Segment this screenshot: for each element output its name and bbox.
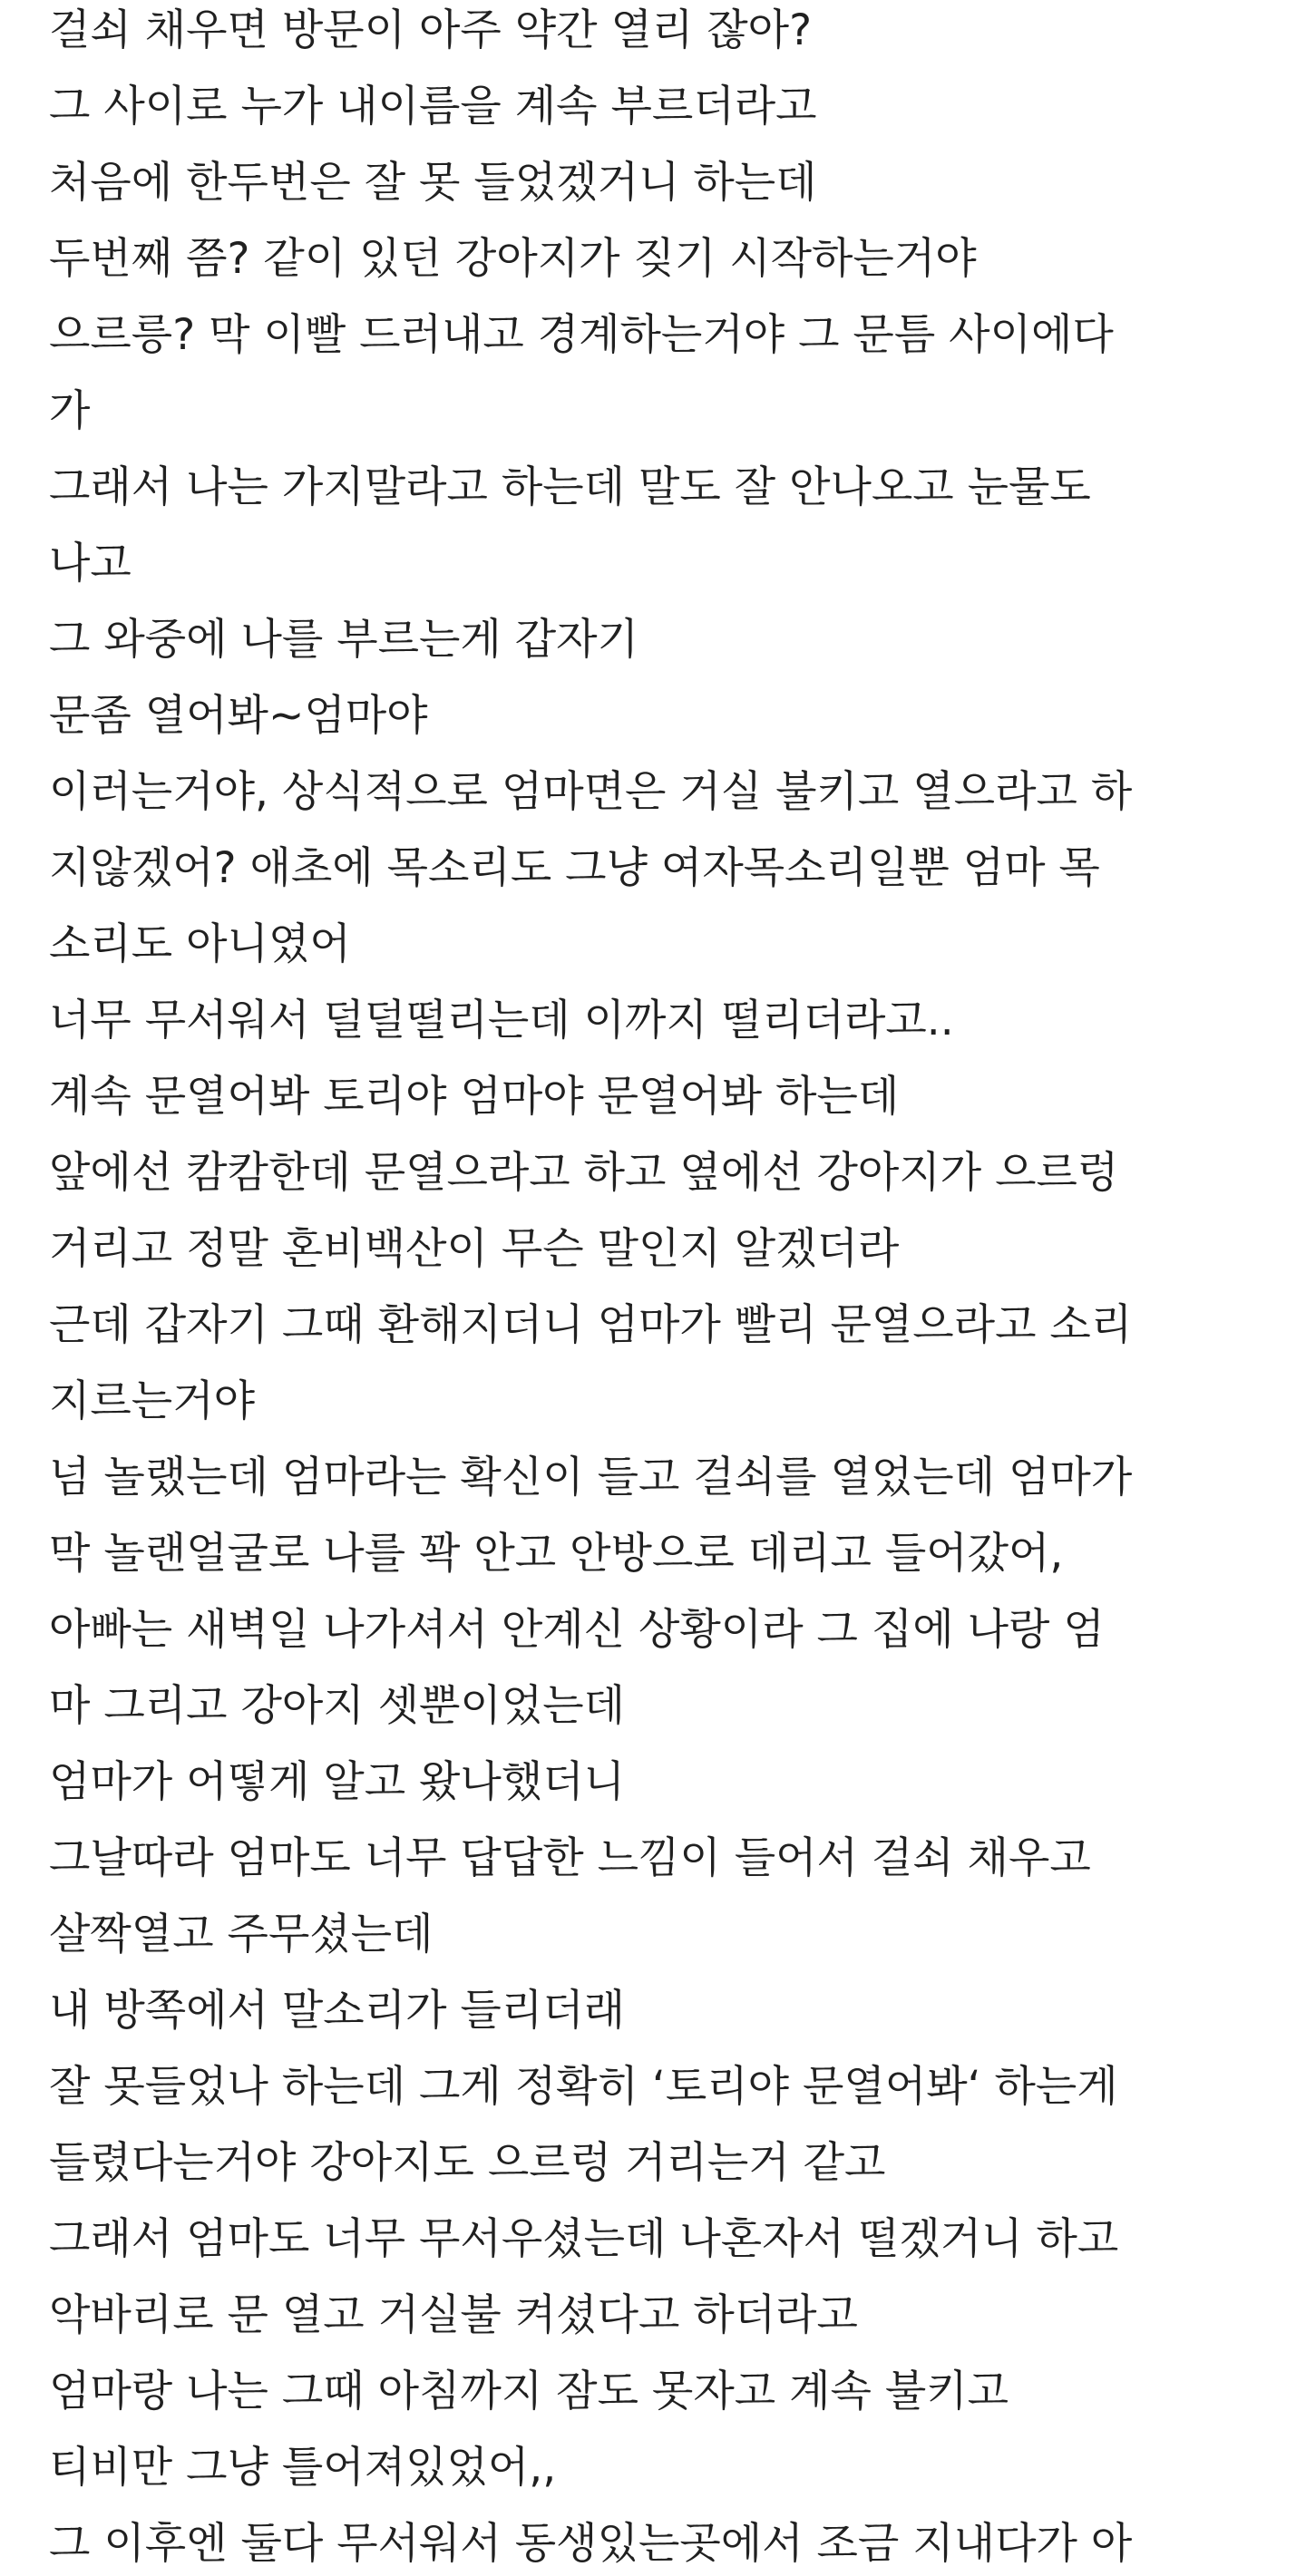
- text-line: 거리고 정말 혼비백산이 무슨 말인지 알겠더라: [49, 1224, 900, 1274]
- text-line: 문좀 열어봐~엄마야: [49, 691, 428, 741]
- text-line: 그래서 나는 가지말라고 하는데 말도 잘 안나오고 눈물도: [49, 462, 1091, 512]
- text-line: 지않겠어? 애초에 목소리도 그냥 여자목소리일뿐 엄마 목: [49, 843, 1100, 893]
- text-line: 처음에 한두번은 잘 못 들었겠거니 하는데: [49, 158, 817, 208]
- text-line: 앞에선 캄캄한데 문열으라고 하고 옆에선 강아지가 으르렁: [49, 1148, 1119, 1198]
- text-line: 그 이후엔 둘다 무서워서 동생있는곳에서 조금 지내다가 아: [49, 2519, 1133, 2569]
- text-line: 이러는거야, 상식적으로 엄마면은 거실 불키고 열으라고 하: [49, 767, 1133, 817]
- text-line: 그 와중에 나를 부르는게 갑자기: [49, 615, 638, 665]
- text-line: 엄마랑 나는 그때 아침까지 잠도 못자고 계속 불키고: [49, 2367, 1009, 2416]
- text-line: 잘 못들었나 하는데 그게 정확히 ‘토리야 문열어봐‘ 하는게: [49, 2062, 1118, 2112]
- text-line: 아빠는 새벽일 나가셔서 안계신 상황이라 그 집에 나랑 엄: [49, 1605, 1105, 1655]
- text-line: 살짝열고 주무셨는데: [49, 1910, 434, 1959]
- text-line: 막 놀랜얼굴로 나를 꽉 안고 안방으로 데리고 들어갔어,: [49, 1529, 1064, 1579]
- text-line: 마 그리고 강아지 셋뿐이었는데: [49, 1681, 626, 1731]
- text-line: 으르릉? 막 이빨 드러내고 경계하는거야 그 문틈 사이에다: [49, 310, 1114, 360]
- text-line: 티비만 그냥 틀어져있었어,,: [49, 2443, 557, 2493]
- text-line: 나고: [49, 539, 132, 588]
- text-line: 그날따라 엄마도 너무 답답한 느낌이 들어서 걸쇠 채우고: [49, 1833, 1091, 1883]
- text-line: 지르는거야: [49, 1376, 256, 1426]
- text-line: 넘 놀랬는데 엄마라는 확신이 들고 걸쇠를 열었는데 엄마가: [49, 1453, 1133, 1502]
- text-line: 걸쇠 채우면 방문이 아주 약간 열리 잖아?: [49, 5, 813, 55]
- text-line: 계속 문열어봐 토리야 엄마야 문열어봐 하는데: [49, 1072, 900, 1122]
- text-line: 소리도 아니였어: [49, 919, 351, 969]
- text-line: 두번째 쯤? 같이 있던 강아지가 짖기 시작하는거야: [49, 234, 977, 284]
- text-line: 엄마가 어떻게 알고 왔나했더니: [49, 1757, 626, 1807]
- text-line: 악바리로 문 열고 거실불 켜셨다고 하더라고: [49, 2290, 858, 2340]
- text-line: 가: [49, 386, 91, 436]
- text-line: 내 방쪽에서 말소리가 들리더래: [49, 1986, 626, 2036]
- text-line: 들렸다는거야 강아지도 으르렁 거리는거 같고: [49, 2138, 886, 2188]
- text-line: 그래서 엄마도 너무 무서우셨는데 나혼자서 떨겠거니 하고: [49, 2214, 1119, 2264]
- text-line: 너무 무서워서 덜덜떨리는데 이까지 떨리더라고..: [49, 996, 954, 1045]
- text-line: 근데 갑자기 그때 환해지더니 엄마가 빨리 문열으라고 소리: [49, 1300, 1133, 1350]
- text-line: 그 사이로 누가 내이름을 계속 부르더라고: [49, 82, 817, 131]
